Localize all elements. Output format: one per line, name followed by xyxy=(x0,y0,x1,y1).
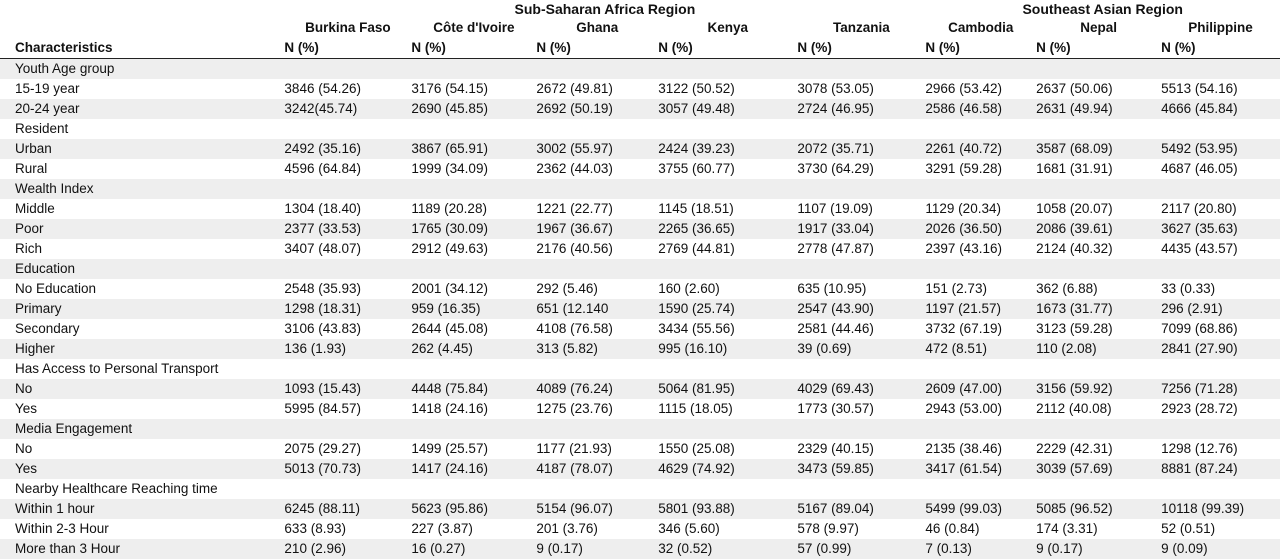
table-cell: 1298 (18.31) xyxy=(284,299,411,319)
table-cell: 1590 (25.74) xyxy=(658,299,797,319)
table-cell: 2581 (44.46) xyxy=(797,319,925,339)
table-cell: 2690 (45.85) xyxy=(411,99,536,119)
table-cell: 9 (0.09) xyxy=(1161,539,1280,559)
group-empty-cell xyxy=(658,59,797,80)
row-label: Secondary xyxy=(0,319,284,339)
table-cell: 2943 (53.00) xyxy=(925,399,1036,419)
group-empty-cell xyxy=(284,359,411,379)
table-cell: 201 (3.76) xyxy=(536,519,658,539)
row-label: Within 2-3 Hour xyxy=(0,519,284,539)
region-header-ssa: Sub-Saharan Africa Region xyxy=(284,0,925,18)
table-row xyxy=(0,519,1280,539)
row-label: Poor xyxy=(0,219,284,239)
group-label: Media Engagement xyxy=(0,419,284,439)
table-cell: 2117 (20.80) xyxy=(1161,199,1280,219)
group-empty-cell xyxy=(797,119,925,139)
row-label: Within 1 hour xyxy=(0,499,284,519)
npct-header: N (%) xyxy=(658,38,797,59)
table-cell: 1773 (30.57) xyxy=(797,399,925,419)
row-label: More than 3 Hour xyxy=(0,539,284,559)
group-empty-cell xyxy=(1036,419,1161,439)
group-empty-cell xyxy=(1036,479,1161,499)
group-empty-cell xyxy=(411,479,536,499)
row-label: Rural xyxy=(0,159,284,179)
table-cell: 1417 (24.16) xyxy=(411,459,536,479)
table-cell: 2586 (46.58) xyxy=(925,99,1036,119)
table-row xyxy=(0,239,1280,259)
table-cell: 1967 (36.67) xyxy=(536,219,658,239)
row-label: Urban xyxy=(0,139,284,159)
npct-header: N (%) xyxy=(536,38,658,59)
table-cell: 1304 (18.40) xyxy=(284,199,411,219)
table-row xyxy=(0,319,1280,339)
table-cell: 5801 (93.88) xyxy=(658,499,797,519)
table-cell: 16 (0.27) xyxy=(411,539,536,559)
table-cell: 2329 (40.15) xyxy=(797,439,925,459)
group-empty-cell xyxy=(797,59,925,80)
table-cell: 1115 (18.05) xyxy=(658,399,797,419)
country-header-row xyxy=(0,18,1280,38)
group-row xyxy=(0,359,1280,379)
table-cell: 10118 (99.39) xyxy=(1161,499,1280,519)
group-empty-cell xyxy=(797,359,925,379)
table-cell: 4629 (74.92) xyxy=(658,459,797,479)
group-empty-cell xyxy=(284,419,411,439)
group-empty-cell xyxy=(1161,359,1280,379)
table-cell: 3106 (43.83) xyxy=(284,319,411,339)
table-cell: 2547 (43.90) xyxy=(797,299,925,319)
group-row xyxy=(0,479,1280,499)
table-cell: 9 (0.17) xyxy=(1036,539,1161,559)
group-empty-cell xyxy=(284,479,411,499)
table-cell: 5499 (99.03) xyxy=(925,499,1036,519)
table-cell: 2072 (35.71) xyxy=(797,139,925,159)
group-empty-cell xyxy=(1161,479,1280,499)
table-row xyxy=(0,199,1280,219)
table-cell: 2548 (35.93) xyxy=(284,279,411,299)
country-header: Burkina Faso xyxy=(284,18,411,38)
table-cell: 32 (0.52) xyxy=(658,539,797,559)
group-row xyxy=(0,419,1280,439)
row-label: Yes xyxy=(0,399,284,419)
row-label: No xyxy=(0,439,284,459)
table-cell: 5492 (53.95) xyxy=(1161,139,1280,159)
npct-header: N (%) xyxy=(1036,38,1161,59)
table-cell: 3755 (60.77) xyxy=(658,159,797,179)
group-empty-cell xyxy=(1036,119,1161,139)
table-cell: 4029 (69.43) xyxy=(797,379,925,399)
table-cell: 3156 (59.92) xyxy=(1036,379,1161,399)
table-cell: 3732 (67.19) xyxy=(925,319,1036,339)
table-body xyxy=(0,59,1280,559)
table-cell: 2637 (50.06) xyxy=(1036,79,1161,99)
group-empty-cell xyxy=(925,359,1036,379)
table-row xyxy=(0,499,1280,519)
group-empty-cell xyxy=(411,359,536,379)
table-cell: 5085 (96.52) xyxy=(1036,499,1161,519)
table-cell: 2424 (39.23) xyxy=(658,139,797,159)
table-cell: 4187 (78.07) xyxy=(536,459,658,479)
npct-header-row xyxy=(0,38,1280,59)
group-empty-cell xyxy=(1036,259,1161,279)
table-cell: 472 (8.51) xyxy=(925,339,1036,359)
table-cell: 362 (6.88) xyxy=(1036,279,1161,299)
table-cell: 2026 (36.50) xyxy=(925,219,1036,239)
table-row xyxy=(0,339,1280,359)
table-cell: 4108 (76.58) xyxy=(536,319,658,339)
table-cell: 210 (2.96) xyxy=(284,539,411,559)
group-empty-cell xyxy=(925,259,1036,279)
table-cell: 33 (0.33) xyxy=(1161,279,1280,299)
table-cell: 2176 (40.56) xyxy=(536,239,658,259)
group-empty-cell xyxy=(284,259,411,279)
table-cell: 3002 (55.97) xyxy=(536,139,658,159)
row-label: 15-19 year xyxy=(0,79,284,99)
table-cell: 2229 (42.31) xyxy=(1036,439,1161,459)
group-label: Has Access to Personal Transport xyxy=(0,359,284,379)
table-cell: 1107 (19.09) xyxy=(797,199,925,219)
table-cell: 136 (1.93) xyxy=(284,339,411,359)
country-header: Kenya xyxy=(658,18,797,38)
table-cell: 151 (2.73) xyxy=(925,279,1036,299)
group-empty-cell xyxy=(411,59,536,80)
group-empty-cell xyxy=(411,419,536,439)
table-cell: 8881 (87.24) xyxy=(1161,459,1280,479)
group-row xyxy=(0,119,1280,139)
table-row xyxy=(0,79,1280,99)
table-cell: 3587 (68.09) xyxy=(1036,139,1161,159)
country-header: Cambodia xyxy=(925,18,1036,38)
group-empty-cell xyxy=(1161,259,1280,279)
table-cell: 3122 (50.52) xyxy=(658,79,797,99)
group-empty-cell xyxy=(536,59,658,80)
country-header: Ghana xyxy=(536,18,658,38)
region-header-sea: Southeast Asian Region xyxy=(925,0,1280,18)
table-cell: 2124 (40.32) xyxy=(1036,239,1161,259)
table-cell: 635 (10.95) xyxy=(797,279,925,299)
table-cell: 160 (2.60) xyxy=(658,279,797,299)
table-cell: 39 (0.69) xyxy=(797,339,925,359)
group-empty-cell xyxy=(536,359,658,379)
table-cell: 1765 (30.09) xyxy=(411,219,536,239)
table-cell: 2362 (44.03) xyxy=(536,159,658,179)
table-cell: 4666 (45.84) xyxy=(1161,99,1280,119)
table-cell: 3176 (54.15) xyxy=(411,79,536,99)
table-cell: 2377 (33.53) xyxy=(284,219,411,239)
table-row xyxy=(0,379,1280,399)
group-label: Education xyxy=(0,259,284,279)
npct-header: N (%) xyxy=(411,38,536,59)
group-empty-cell xyxy=(1036,179,1161,199)
table-cell: 651 (12.140 xyxy=(536,299,658,319)
table-cell: 1093 (15.43) xyxy=(284,379,411,399)
npct-header: N (%) xyxy=(797,38,925,59)
table-row xyxy=(0,279,1280,299)
table-cell: 292 (5.46) xyxy=(536,279,658,299)
table-cell: 7 (0.13) xyxy=(925,539,1036,559)
group-label: Youth Age group xyxy=(0,59,284,80)
group-empty-cell xyxy=(925,59,1036,80)
group-empty-cell xyxy=(411,179,536,199)
table-cell: 2692 (50.19) xyxy=(536,99,658,119)
table-cell: 1275 (23.76) xyxy=(536,399,658,419)
table-cell: 3057 (49.48) xyxy=(658,99,797,119)
country-header: Côte d'Ivoire xyxy=(411,18,536,38)
group-label: Nearby Healthcare Reaching time xyxy=(0,479,284,499)
table-cell: 313 (5.82) xyxy=(536,339,658,359)
table-cell: 3407 (48.07) xyxy=(284,239,411,259)
group-row xyxy=(0,179,1280,199)
table-cell: 5167 (89.04) xyxy=(797,499,925,519)
table-cell: 296 (2.91) xyxy=(1161,299,1280,319)
group-empty-cell xyxy=(536,259,658,279)
table-cell: 5995 (84.57) xyxy=(284,399,411,419)
table-cell: 3730 (64.29) xyxy=(797,159,925,179)
table-cell: 995 (16.10) xyxy=(658,339,797,359)
table-cell: 2265 (36.65) xyxy=(658,219,797,239)
table-cell: 3291 (59.28) xyxy=(925,159,1036,179)
group-empty-cell xyxy=(284,59,411,80)
table-row xyxy=(0,539,1280,559)
table-cell: 4687 (46.05) xyxy=(1161,159,1280,179)
group-empty-cell xyxy=(536,179,658,199)
table-cell: 3123 (59.28) xyxy=(1036,319,1161,339)
group-empty-cell xyxy=(536,119,658,139)
group-empty-cell xyxy=(1036,359,1161,379)
group-empty-cell xyxy=(797,479,925,499)
table-row xyxy=(0,439,1280,459)
group-empty-cell xyxy=(658,479,797,499)
group-empty-cell xyxy=(658,419,797,439)
table-cell: 2841 (27.90) xyxy=(1161,339,1280,359)
group-empty-cell xyxy=(284,119,411,139)
table-cell: 2644 (45.08) xyxy=(411,319,536,339)
table-cell: 2261 (40.72) xyxy=(925,139,1036,159)
group-empty-cell xyxy=(925,179,1036,199)
group-empty-cell xyxy=(1161,59,1280,80)
table-cell: 2769 (44.81) xyxy=(658,239,797,259)
group-empty-cell xyxy=(658,359,797,379)
table-cell: 2075 (29.27) xyxy=(284,439,411,459)
table-row xyxy=(0,399,1280,419)
table-cell: 1298 (12.76) xyxy=(1161,439,1280,459)
row-label: Rich xyxy=(0,239,284,259)
country-header: Tanzania xyxy=(797,18,925,38)
table-cell: 4448 (75.84) xyxy=(411,379,536,399)
group-empty-cell xyxy=(658,259,797,279)
group-empty-cell xyxy=(411,119,536,139)
table-row xyxy=(0,99,1280,119)
table-row xyxy=(0,219,1280,239)
row-label: Primary xyxy=(0,299,284,319)
table-cell: 5623 (95.86) xyxy=(411,499,536,519)
table-cell: 633 (8.93) xyxy=(284,519,411,539)
table-cell: 1177 (21.93) xyxy=(536,439,658,459)
table-cell: 1129 (20.34) xyxy=(925,199,1036,219)
table-cell: 1550 (25.08) xyxy=(658,439,797,459)
group-label: Wealth Index xyxy=(0,179,284,199)
table-cell: 2135 (38.46) xyxy=(925,439,1036,459)
table-cell: 227 (3.87) xyxy=(411,519,536,539)
row-label: No Education xyxy=(0,279,284,299)
group-empty-cell xyxy=(284,179,411,199)
table-cell: 2778 (47.87) xyxy=(797,239,925,259)
table-cell: 2631 (49.94) xyxy=(1036,99,1161,119)
row-label: 20-24 year xyxy=(0,99,284,119)
table-cell: 3078 (53.05) xyxy=(797,79,925,99)
group-empty-cell xyxy=(797,419,925,439)
table-cell: 2492 (35.16) xyxy=(284,139,411,159)
table-cell: 578 (9.97) xyxy=(797,519,925,539)
group-empty-cell xyxy=(536,479,658,499)
table-cell: 2724 (46.95) xyxy=(797,99,925,119)
group-empty-cell xyxy=(1161,419,1280,439)
table-cell: 174 (3.31) xyxy=(1036,519,1161,539)
table-cell: 3434 (55.56) xyxy=(658,319,797,339)
table-row xyxy=(0,139,1280,159)
table-cell: 2112 (40.08) xyxy=(1036,399,1161,419)
table-cell: 1673 (31.77) xyxy=(1036,299,1161,319)
characteristics-header: Characteristics xyxy=(0,38,284,59)
table-cell: 46 (0.84) xyxy=(925,519,1036,539)
table-cell: 1189 (20.28) xyxy=(411,199,536,219)
table-cell: 5013 (70.73) xyxy=(284,459,411,479)
table-cell: 2672 (49.81) xyxy=(536,79,658,99)
table-cell: 3627 (35.63) xyxy=(1161,219,1280,239)
region-header-row xyxy=(0,0,1280,18)
country-header: Nepal xyxy=(1036,18,1161,38)
table-cell: 1917 (33.04) xyxy=(797,219,925,239)
table-cell: 1221 (22.77) xyxy=(536,199,658,219)
row-label: Higher xyxy=(0,339,284,359)
table-cell: 2966 (53.42) xyxy=(925,79,1036,99)
table-cell: 3242(45.74) xyxy=(284,99,411,119)
row-label: Yes xyxy=(0,459,284,479)
table-cell: 1058 (20.07) xyxy=(1036,199,1161,219)
group-empty-cell xyxy=(925,119,1036,139)
table-cell: 57 (0.99) xyxy=(797,539,925,559)
row-label: No xyxy=(0,379,284,399)
group-empty-cell xyxy=(1161,179,1280,199)
group-label: Resident xyxy=(0,119,284,139)
group-empty-cell xyxy=(658,119,797,139)
table-cell: 2923 (28.72) xyxy=(1161,399,1280,419)
table-cell: 7256 (71.28) xyxy=(1161,379,1280,399)
table-cell: 5513 (54.16) xyxy=(1161,79,1280,99)
table-row xyxy=(0,299,1280,319)
table-cell: 3417 (61.54) xyxy=(925,459,1036,479)
table-cell: 7099 (68.86) xyxy=(1161,319,1280,339)
group-empty-cell xyxy=(536,419,658,439)
group-empty-cell xyxy=(925,479,1036,499)
table-cell: 2086 (39.61) xyxy=(1036,219,1161,239)
table-cell: 1418 (24.16) xyxy=(411,399,536,419)
group-row xyxy=(0,59,1280,80)
region-spacer xyxy=(0,0,284,18)
npct-header: N (%) xyxy=(284,38,411,59)
row-label: Middle xyxy=(0,199,284,219)
table-cell: 2912 (49.63) xyxy=(411,239,536,259)
table-cell: 4596 (64.84) xyxy=(284,159,411,179)
table-cell: 4089 (76.24) xyxy=(536,379,658,399)
table-cell: 5154 (96.07) xyxy=(536,499,658,519)
group-empty-cell xyxy=(925,419,1036,439)
table-cell: 52 (0.51) xyxy=(1161,519,1280,539)
npct-header: N (%) xyxy=(925,38,1036,59)
table-row xyxy=(0,159,1280,179)
table-cell: 1681 (31.91) xyxy=(1036,159,1161,179)
table-cell: 2609 (47.00) xyxy=(925,379,1036,399)
group-empty-cell xyxy=(797,259,925,279)
table-row xyxy=(0,459,1280,479)
country-header: Philippine xyxy=(1161,18,1280,38)
table-cell: 3473 (59.85) xyxy=(797,459,925,479)
table-cell: 1999 (34.09) xyxy=(411,159,536,179)
table-cell: 346 (5.60) xyxy=(658,519,797,539)
group-empty-cell xyxy=(411,259,536,279)
table-cell: 3867 (65.91) xyxy=(411,139,536,159)
table-cell: 959 (16.35) xyxy=(411,299,536,319)
table-cell: 9 (0.17) xyxy=(536,539,658,559)
group-empty-cell xyxy=(1161,119,1280,139)
table-cell: 2397 (43.16) xyxy=(925,239,1036,259)
table-cell: 6245 (88.11) xyxy=(284,499,411,519)
table-cell: 1145 (18.51) xyxy=(658,199,797,219)
group-empty-cell xyxy=(797,179,925,199)
group-empty-cell xyxy=(1036,59,1161,80)
table-cell: 3039 (57.69) xyxy=(1036,459,1161,479)
table-cell: 5064 (81.95) xyxy=(658,379,797,399)
npct-header: N (%) xyxy=(1161,38,1280,59)
country-spacer xyxy=(0,18,284,38)
table-cell: 110 (2.08) xyxy=(1036,339,1161,359)
table-cell: 1499 (25.57) xyxy=(411,439,536,459)
table-cell: 3846 (54.26) xyxy=(284,79,411,99)
table-cell: 2001 (34.12) xyxy=(411,279,536,299)
table-cell: 262 (4.45) xyxy=(411,339,536,359)
table-cell: 1197 (21.57) xyxy=(925,299,1036,319)
table-cell: 4435 (43.57) xyxy=(1161,239,1280,259)
group-row xyxy=(0,259,1280,279)
group-empty-cell xyxy=(658,179,797,199)
